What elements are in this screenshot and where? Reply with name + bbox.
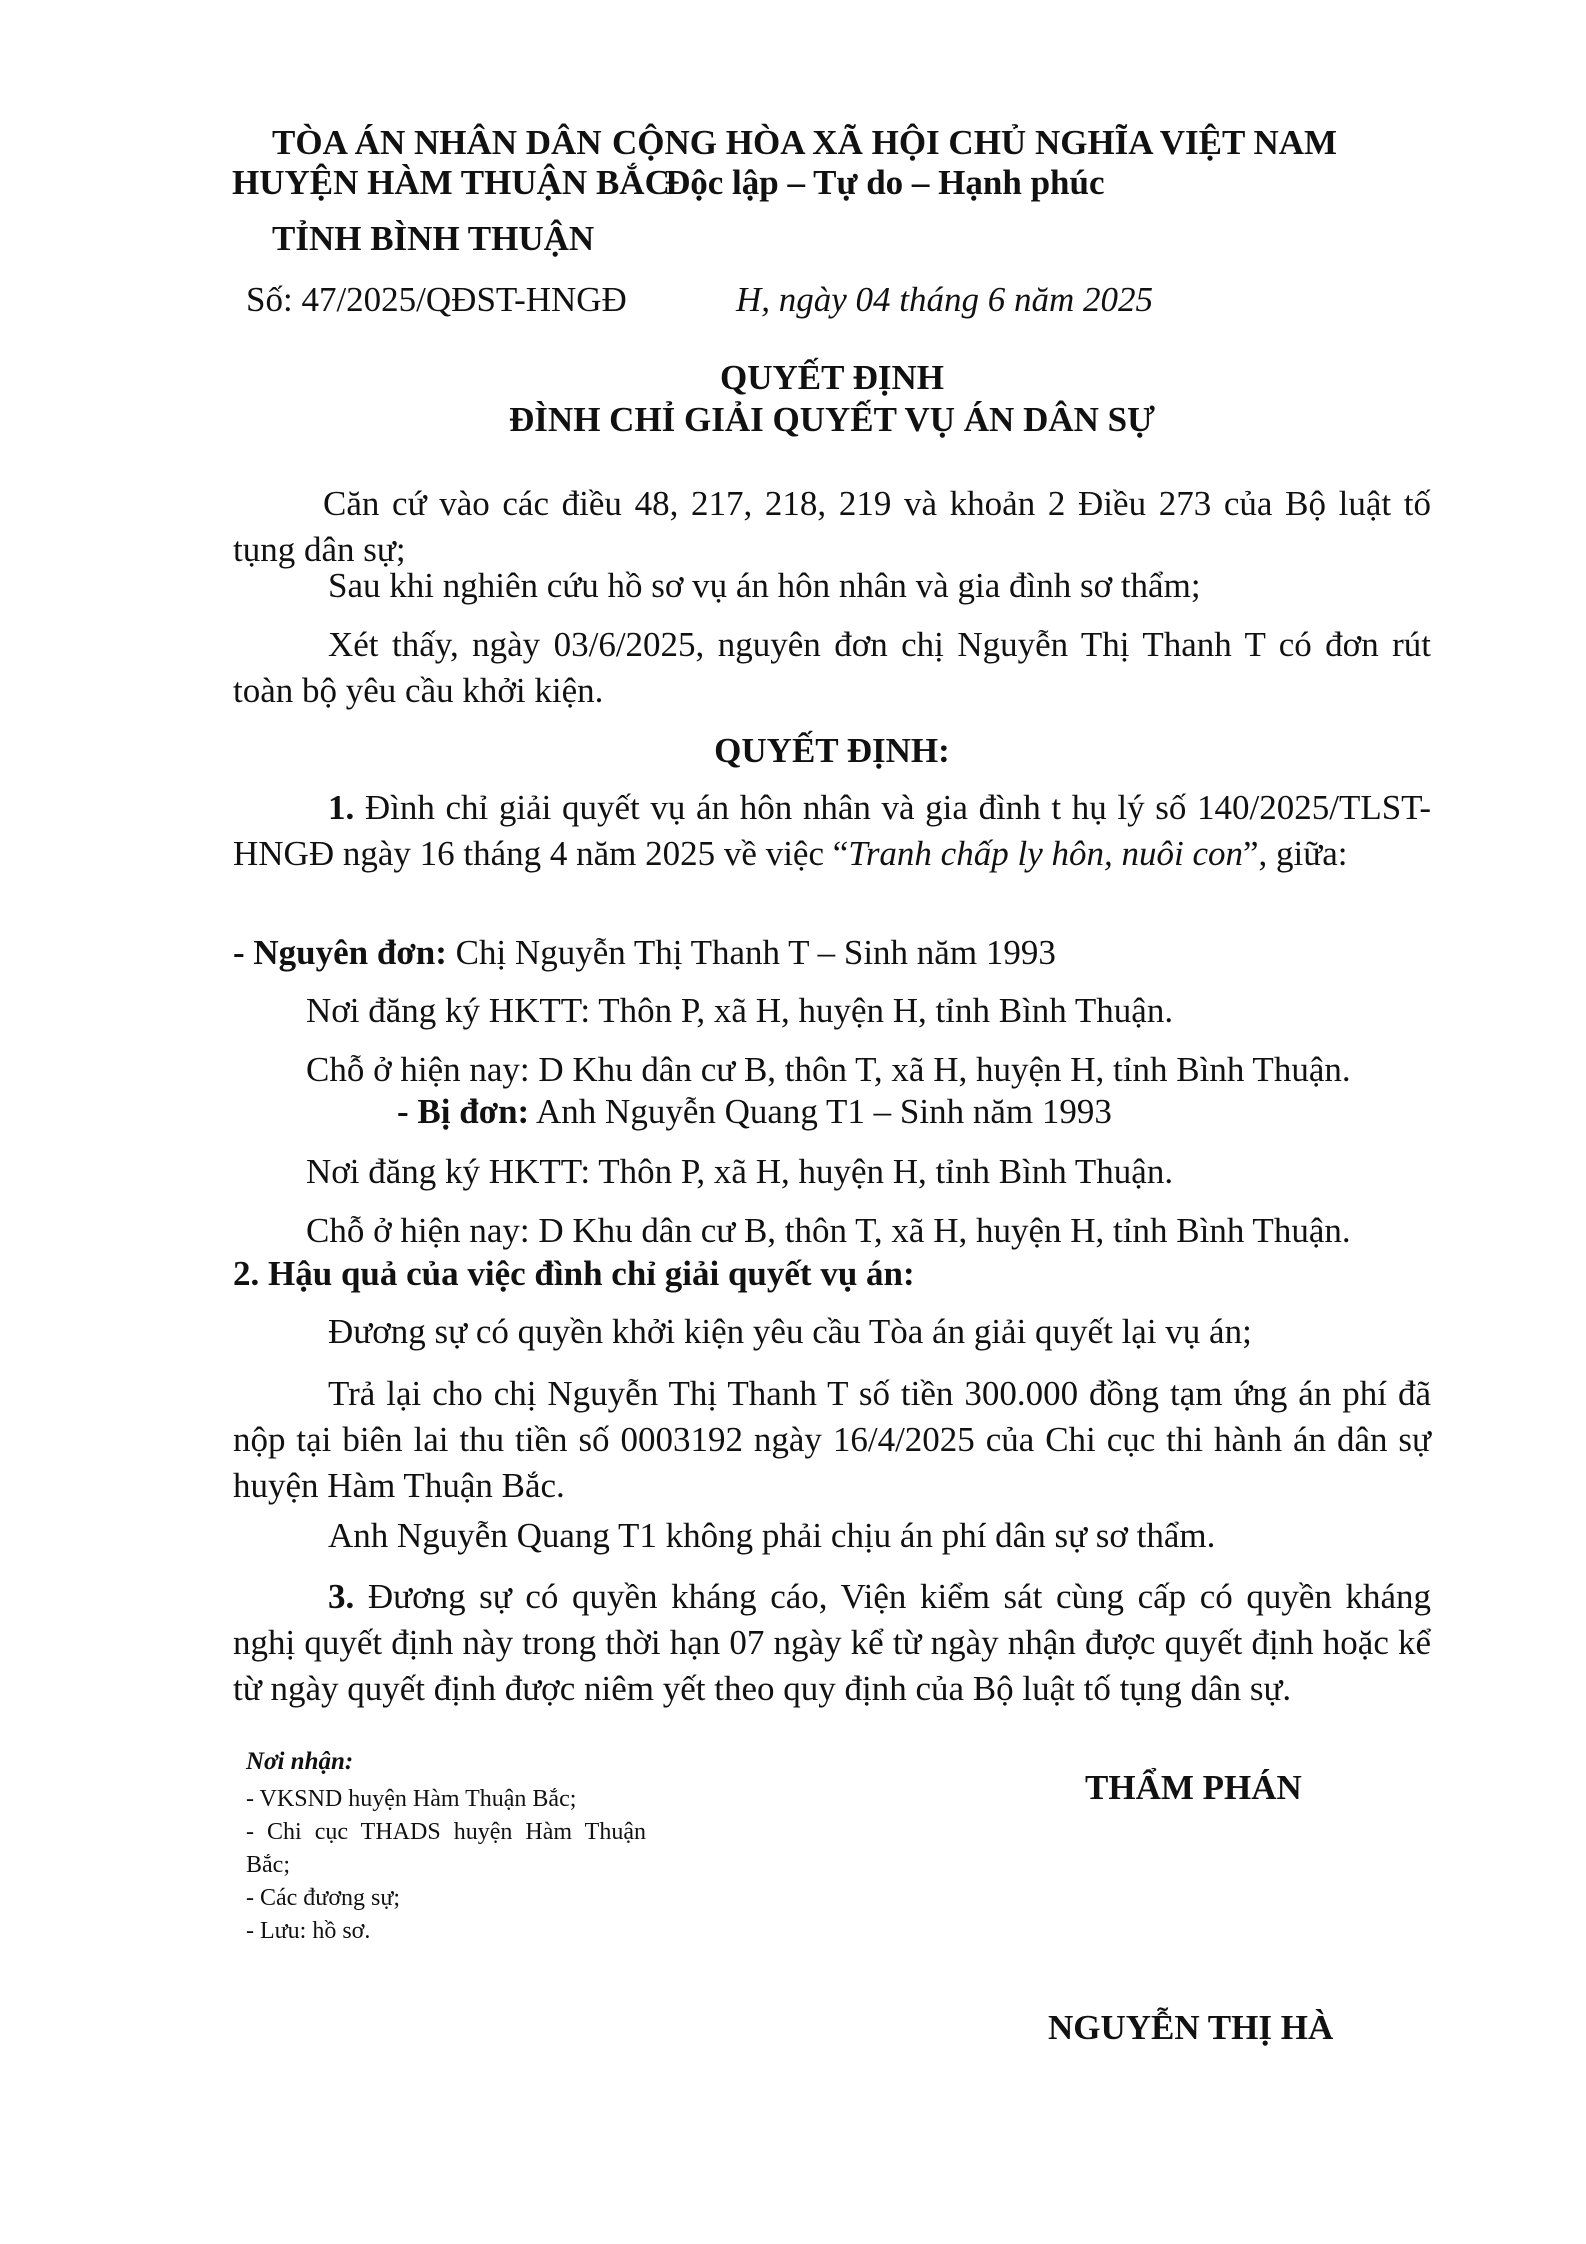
decision-heading: QUYẾT ĐỊNH:	[714, 731, 950, 770]
defendant-registered-address: Nơi đăng ký HKTT: Thôn P, xã H, huyện H, tỉnh Bình Thuận.	[306, 1152, 1174, 1191]
court-name-line3: TỈNH BÌNH THUẬN	[272, 219, 595, 258]
consequences-heading: 2. Hậu quả của việc đình chỉ giải quyết vụ án:	[233, 1254, 915, 1293]
appeal-rights-text: Đương sự có quyền kháng cáo, Viện kiểm sát cùng cấp có quyền kháng nghị quyết định này trong thời hạn 07 ngày kể từ ngày nhận được quyết định hoặc kể từ ngày quyết định được niêm yết theo quy định của Bộ luật tố tụng dân sự.	[233, 1577, 1432, 1708]
study-text: Sau khi nghiên cứu hồ sơ vụ án hôn nhân và gia đình sơ thẩm;	[328, 566, 1201, 605]
nation-motto-line1: CỘNG HÒA XÃ HỘI CHỦ NGHĨA VIỆT NAM	[612, 123, 1338, 162]
document-number: Số: 47/2025/QĐST-HNGĐ	[246, 280, 627, 319]
study-paragraph	[233, 563, 1431, 609]
defendant-current-address: Chỗ ở hiện nay: D Khu dân cư B, thôn T, xã H, huyện H, tỉnh Bình Thuận.	[306, 1211, 1351, 1250]
consequence-paragraph-1: Đương sự có quyền khởi kiện yêu cầu Tòa án giải quyết lại vụ án;	[328, 1312, 1252, 1351]
document-subtitle: ĐÌNH CHỈ GIẢI QUYẾT VỤ ÁN DÂN SỰ	[509, 400, 1155, 439]
plaintiff-current-address: Chỗ ở hiện nay: D Khu dân cư B, thôn T, xã H, huyện H, tỉnh Bình Thuận.	[306, 1050, 1351, 1089]
nation-motto-line2: Độc lập – Tự do – Hạnh phúc	[665, 163, 1105, 202]
item-1-text-end: ”, giữa:	[1243, 834, 1348, 873]
legal-basis-text: Căn cứ vào các điều 48, 217, 218, 219 và khoản 2 Điều 273 của Bộ luật tố tụng dân sự;	[233, 484, 1431, 569]
case-subject: Tranh chấp ly hôn, nuôi con	[848, 834, 1243, 873]
court-name-line2: HUYỆN HÀM THUẬN BẮC	[232, 163, 670, 202]
plaintiff-line	[233, 935, 1056, 970]
defendant-line	[397, 1094, 1112, 1129]
recipient-item: - VKSND huyện Hàm Thuận Bắc;	[246, 1786, 577, 1812]
plaintiff-registered-address: Nơi đăng ký HKTT: Thôn P, xã H, huyện H, tỉnh Bình Thuận.	[306, 991, 1174, 1030]
consequence-paragraph-3: Anh Nguyễn Quang T1 không phải chịu án phí dân sự sơ thẩm.	[328, 1516, 1216, 1555]
recipient-item: - Lưu: hồ sơ.	[246, 1918, 371, 1944]
consideration-paragraph	[233, 622, 1431, 714]
item-1-text: Đình chỉ giải quyết vụ án hôn nhân và gia đình t hụ lý số 140/2025/TLST-HNGĐ ngày 16 tháng 4 năm 2025 về việc “	[233, 788, 1432, 873]
recipient-item: - Chi cục THADS huyện Hàm Thuận Bắc;	[246, 1819, 646, 1878]
legal-basis-paragraph	[233, 481, 1431, 573]
item-1-number: 1.	[328, 788, 355, 827]
signer-role: THẨM PHÁN	[1085, 1768, 1302, 1807]
refund-text: Trả lại cho chị Nguyễn Thị Thanh T số tiền 300.000 đồng tạm ứng án phí đã nộp tại biên lai thu tiền số 0003192 ngày 16/4/2025 của Chi cục thi hành án dân sự huyện Hàm Thuận Bắc.	[233, 1374, 1431, 1505]
defendant-name: Anh Nguyễn Quang T1 – Sinh năm 1993	[536, 1092, 1112, 1131]
decision-item-3	[233, 1574, 1431, 1712]
plaintiff-name: Chị Nguyễn Thị Thanh T – Sinh năm 1993	[455, 933, 1056, 972]
recipients-list	[246, 1783, 646, 1948]
item-3-number: 3.	[328, 1577, 355, 1616]
defendant-label: - Bị đơn:	[397, 1092, 530, 1131]
consideration-text: Xét thấy, ngày 03/6/2025, nguyên đơn chị Nguyễn Thị Thanh T có đơn rút toàn bộ yêu cầu khởi kiện.	[233, 625, 1431, 710]
plaintiff-label: - Nguyên đơn:	[233, 933, 447, 972]
court-name-line1: TÒA ÁN NHÂN DÂN	[272, 123, 602, 162]
recipients-title: Nơi nhận:	[246, 1748, 354, 1775]
document-title: QUYẾT ĐỊNH	[720, 358, 944, 397]
decision-item-1	[233, 785, 1431, 877]
consequence-paragraph-2	[233, 1371, 1431, 1509]
signer-name: NGUYỄN THỊ HÀ	[1048, 2008, 1334, 2047]
place-date: H, ngày 04 tháng 6 năm 2025	[736, 280, 1154, 319]
recipient-item: - Các đương sự;	[246, 1885, 401, 1911]
